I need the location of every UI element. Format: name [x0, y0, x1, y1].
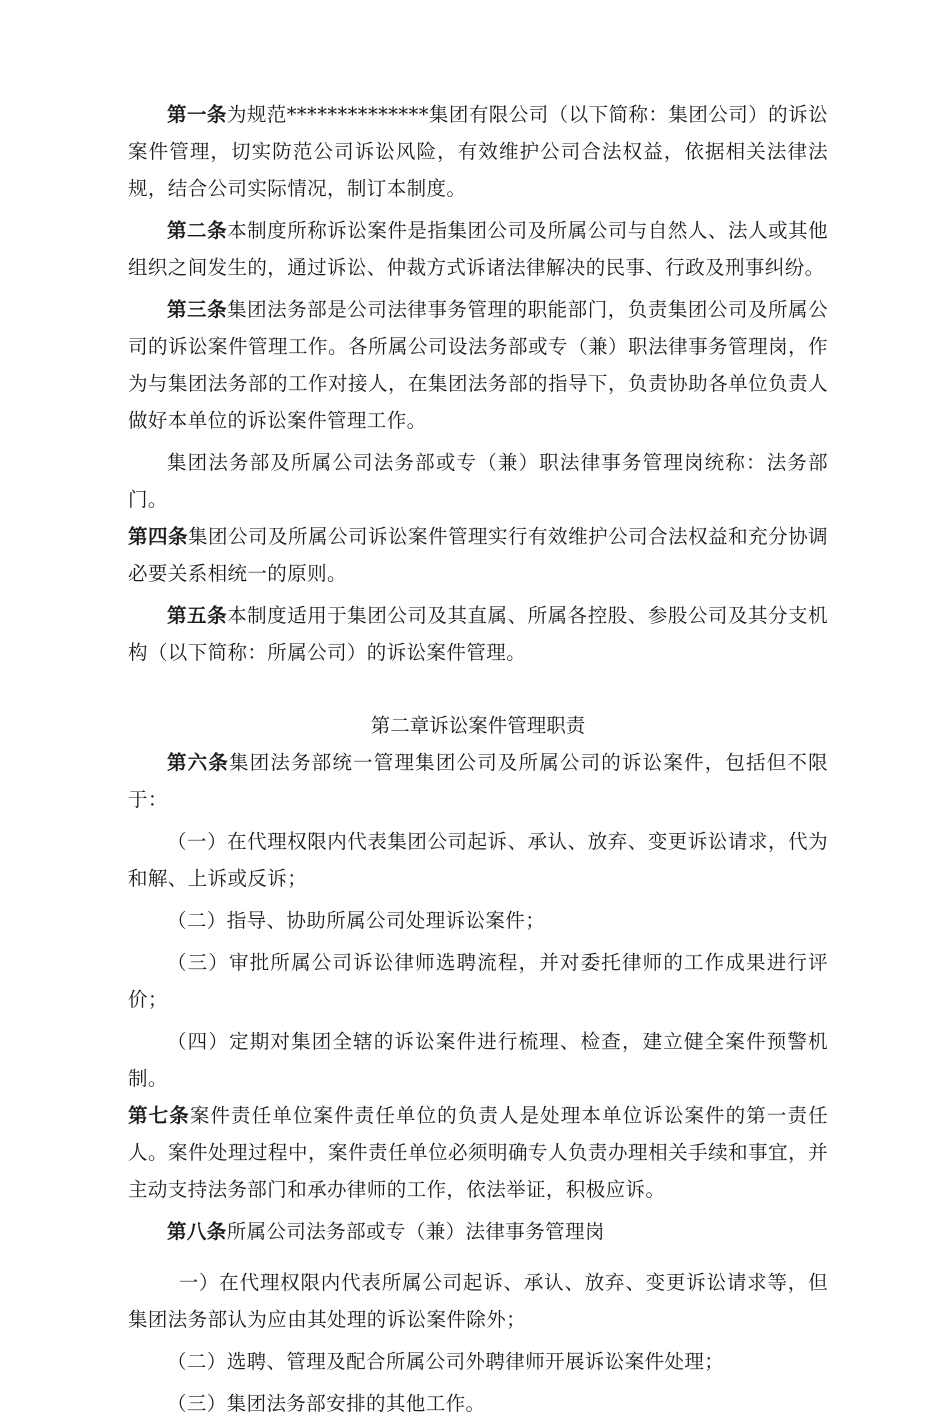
article-text: 为规范**************集团有限公司（以下简称：集团公司）的诉讼案件管理，切实防范公司诉讼风险，有效维护公司合法权益，依据相关法律法规，结合公司实际情况，制订本制度。 [128, 103, 828, 200]
chapter-2-title: 第二章诉讼案件管理职责 [370, 714, 586, 737]
article-8-item-1: 一）在代理权限内代表所属公司起诉、承认、放弃、变更诉讼请求等，但集团法务部认为应由其处理的诉讼案件除外； [128, 1271, 828, 1331]
article-label: 第六条 [167, 751, 230, 774]
article-6-item-2: （二）指导、协助所属公司处理诉讼案件； [167, 909, 546, 932]
article-text: 所属公司法务部或专（兼）法律事务管理岗 [226, 1220, 605, 1243]
article-label: 第四条 [128, 525, 189, 548]
article-text: 本制度适用于集团公司及其直属、所属各控股、参股公司及其分支机构（以下简称：所属公司）的诉讼案件管理。 [128, 604, 828, 664]
article-text: 集团法务部及所属公司法务部或专（兼）职法律事务管理岗统称：法务部门。 [128, 451, 828, 511]
article-5 [128, 597, 828, 671]
article-text: 集团公司及所属公司诉讼案件管理实行有效维护公司合法权益和充分协调必要关系相统一的原则。 [128, 525, 828, 585]
article-text: 本制度所称诉讼案件是指集团公司及所属公司与自然人、法人或其他组织之间发生的，通过诉讼、仲裁方式诉诸法律解决的民事、行政及刑事纠纷。 [128, 219, 828, 279]
section-gap [128, 671, 828, 707]
article-6 [128, 744, 828, 818]
article-8-item-2: （二）选聘、管理及配合所属公司外聘律师开展诉讼案件处理； [167, 1350, 725, 1373]
article-text: 集团法务部统一管理集团公司及所属公司的诉讼案件，包括但不限于： [128, 751, 828, 811]
article-label: 第八条 [167, 1220, 227, 1243]
article-3 [128, 291, 828, 439]
article-2 [128, 212, 828, 286]
article-text: 案件责任单位案件责任单位的负责人是处理本单位诉讼案件的第一责任人。案件处理过程中，案件责任单位必须明确专人负责办理相关手续和事宜，并主动支持法务部门和承办律师的工作，依法举证，积极应诉。 [128, 1104, 828, 1201]
article-8-item-3: （三）集团法务部安排的其他工作。 [167, 1392, 486, 1415]
article-8 [128, 1213, 828, 1250]
article-label: 第七条 [128, 1104, 190, 1127]
article-3-note [128, 444, 828, 518]
article-1 [128, 96, 828, 207]
article-text: 集团法务部是公司法律事务管理的职能部门，负责集团公司及所属公司的诉讼案件管理工作。各所属公司设法务部或专（兼）职法律事务管理岗，作为与集团法务部的工作对接人，在集团法务部的指导下，负责协助各单位负责人做好本单位的诉讼案件管理工作。 [128, 298, 828, 432]
article-6-item-4: （四）定期对集团全辖的诉讼案件进行梳理、检查，建立健全案件预警机制。 [128, 1030, 828, 1090]
article-6-item-3: （三）审批所属公司诉讼律师选聘流程，并对委托律师的工作成果进行评价； [128, 951, 828, 1011]
article-6-item-1: （一）在代理权限内代表集团公司起诉、承认、放弃、变更诉讼请求，代为和解、上诉或反诉； [128, 830, 828, 890]
article-label: 第五条 [167, 604, 228, 627]
document-page [128, 96, 828, 1422]
article-4 [128, 518, 828, 592]
article-label: 第三条 [167, 298, 228, 321]
article-label: 第一条 [167, 103, 227, 126]
article-7 [128, 1097, 828, 1208]
article-label: 第二条 [167, 219, 228, 242]
